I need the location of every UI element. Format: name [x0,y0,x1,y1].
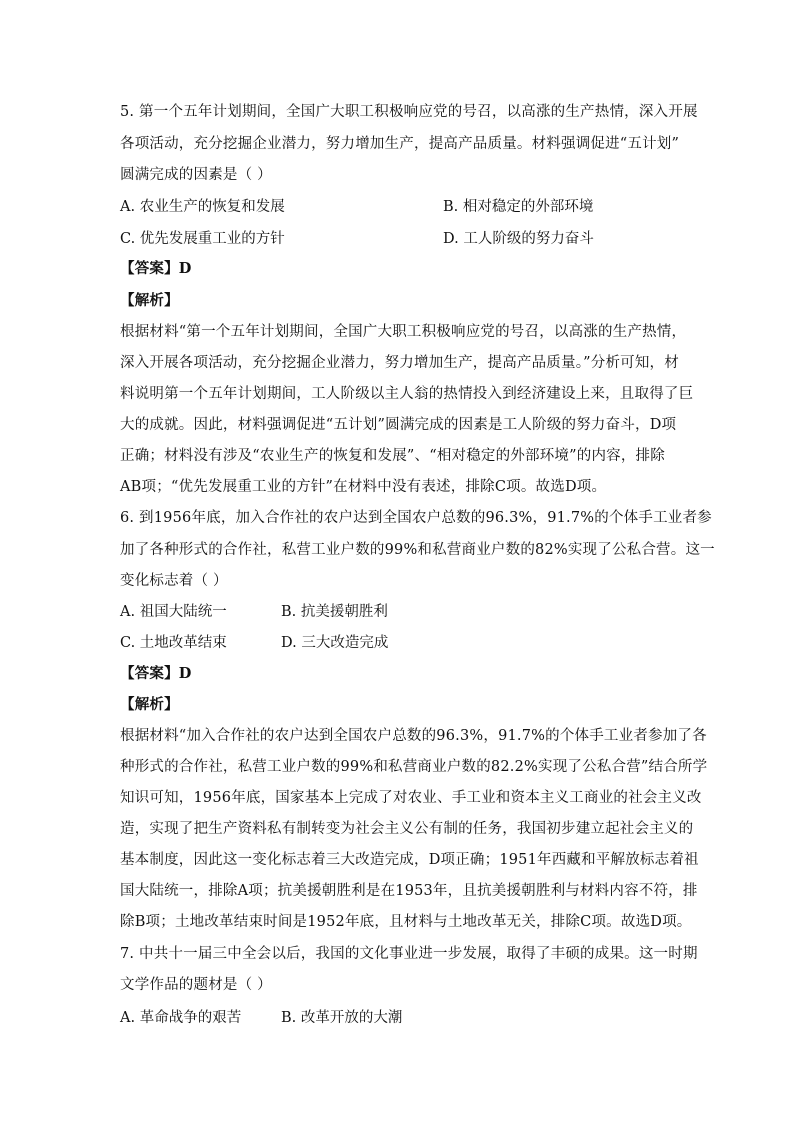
q6-analysis-title: 【解析】 [120,696,179,713]
q5-analysis-title: 【解析】 [120,292,179,309]
q5-analysis-line-6: AB项；“优先发展重工业的方针”在材料中没有表述，排除C项。故选D项。 [120,479,607,495]
q5-option-b: B. 相对稳定的外部环境 [443,199,594,215]
q5-stem-line-2: 各项活动，充分挖掘企业潜力，努力增加生产，提高产品质量。材料强调促进“五计划” [120,136,680,152]
q6-option-a: A. 祖国大陆统一 [120,604,227,620]
q6-analysis-line-7: 除B项；土地改革结束时间是1952年底，且材料与土地改革无关，排除C项。故选D项。 [120,914,692,930]
q6-analysis-line-4: 造，实现了把生产资料私有制转变为社会主义公有制的任务，我国初步建立起社会主义的 [120,821,694,837]
q6-analysis-line-5: 基本制度，因此这一变化标志着三大改造完成，D项正确；1951年西藏和平解放标志着祖 [120,852,699,868]
q7-option-a: A. 革命战争的艰苦 [120,1010,242,1026]
q6-option-b: B. 抗美援朝胜利 [281,604,388,620]
q5-analysis-line-2: 深入开展各项活动，充分挖掘企业潜力，努力增加生产，提高产品质量。”分析可知，材 [120,355,679,371]
q6-answer: 【答案】D [120,665,192,682]
q7-option-b: B. 改革开放的大潮 [281,1010,403,1026]
q5-analysis-line-4: 大的成就。因此，材料强调促进“五计划”圆满完成的因素是工人阶级的努力奋斗，D项 [120,417,677,433]
q6-stem-line-1: 6. 到1956年底，加入合作社的农户达到全国农户总数的96.3%，91.7%的个体手工业者参 [120,510,712,526]
q5-analysis-line-3: 料说明第一个五年计划期间，工人阶级以主人翁的热情投入到经济建设上来，且取得了巨 [120,386,694,402]
q5-answer: 【答案】D [120,260,192,277]
q6-stem-line-3: 变化标志着（ ） [120,573,228,589]
q5-analysis-line-1: 根据材料“第一个五年计划期间，全国广大职工积极响应党的号召，以高涨的生产热情， [120,324,687,340]
q5-analysis-line-5: 正确；材料没有涉及“农业生产的恢复和发展”、“相对稳定的外部环境”的内容，排除 [120,448,665,464]
q6-analysis-line-2: 种形式的合作社，私营工业户数的99%和私营商业户数的82.2%实现了公私合营”结合所学 [120,759,708,775]
q6-analysis-line-1: 根据材料“加入合作社的农户达到全国农户总数的96.3%，91.7%的个体手工业者参加了各 [120,728,707,744]
q5-option-c: C. 优先发展重工业的方针 [120,231,285,247]
q6-analysis-line-6: 国大陆统一，排除A项；抗美援朝胜利是在1953年，且抗美援朝胜利与材料内容不符，排 [120,883,698,899]
q6-analysis-line-3: 知识可知，1956年底，国家基本上完成了对农业、手工业和资本主义工商业的社会主义改 [120,790,702,806]
q5-stem-line-3: 圆满完成的因素是（ ） [120,167,272,183]
q5-option-d: D. 工人阶级的努力奋斗 [443,231,594,247]
q6-stem-line-2: 加了各种形式的合作社，私营工业户数的99%和私营商业户数的82%实现了公私合营。这一 [120,542,715,558]
q5-stem-line-1: 5. 第一个五年计划期间，全国广大职工积极响应党的号召，以高涨的生产热情，深入开展 [120,104,698,120]
q7-stem-line-2: 文学作品的题材是（ ） [120,977,272,993]
q6-option-c: C. 土地改革结束 [120,635,227,651]
q7-stem-line-1: 7. 中共十一届三中全会以后，我国的文化事业进一步发展，取得了丰硕的成果。这一时期 [120,946,698,962]
q6-option-d: D. 三大改造完成 [281,635,389,651]
q5-option-a: A. 农业生产的恢复和发展 [120,199,285,215]
